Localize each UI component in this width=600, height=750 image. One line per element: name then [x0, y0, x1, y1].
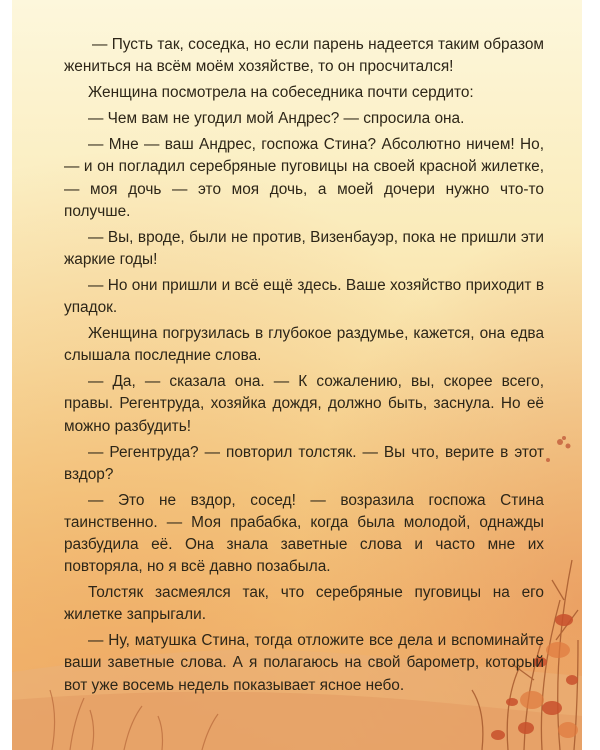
- paragraph-2: Женщина посмотрела на собеседника почти сердито:: [88, 84, 474, 102]
- paragraph-11: Толстяк засмеялся так, что серебряные пуговицы на его жилетке запрыгали.: [64, 584, 544, 624]
- paragraph-7: Женщина погрузилась в глубокое раздумье, кажется, она едва слышала последние слова.: [64, 325, 544, 365]
- paragraph-8: — Да, — сказала она. — К сожалению, вы, скорее всего, правы. Регентруда, хозяйка дождя, должно быть, заснула. Но её можно разбудить!: [64, 373, 544, 435]
- book-page: [12, 0, 582, 750]
- paragraph-10: — Это не вздор, сосед! — возразила госпожа Стина таинственно. — Моя прабабка, когда была молодой, однажды разбудила её. Она знала заветные слова и часто мне их повторяла, но я всё давно позабыла.: [64, 491, 544, 576]
- paragraph-6: — Но они пришли и всё ещё здесь. Ваше хозяйство приходит в упадок.: [64, 276, 544, 317]
- paragraph-12: — Ну, матушка Стина, тогда отложите все дела и вспоминайте ваши заветные слова. А я полагаюсь на свой барометр, который вот уже восемь недель показывает ясное небо.: [64, 632, 544, 694]
- paragraph-4: — Мне — ваш Андрес, госпожа Стина? Абсолютно ничем! Но, — и он погладил серебряные пуговицы на своей красной жилетке, — моя дочь — это моя дочь, а моей дочери нужно что-то получше.: [64, 136, 544, 220]
- paragraph-5: — Вы, вроде, были не против, Визенбауэр, пока не пришли эти жаркие годы!: [64, 228, 544, 268]
- paragraph-1: — Пусть так, соседка, но если парень надеется таким образом жениться на всём моём хозяйстве, то он просчитался!: [64, 36, 544, 76]
- paragraph-3: — Чем вам не угодил мой Андрес? — спросила она.: [88, 110, 465, 128]
- paragraph-9: — Регентруда? — повторил толстяк. — Вы что, верите в этот вздор?: [64, 443, 544, 483]
- story-text: [64, 34, 544, 701]
